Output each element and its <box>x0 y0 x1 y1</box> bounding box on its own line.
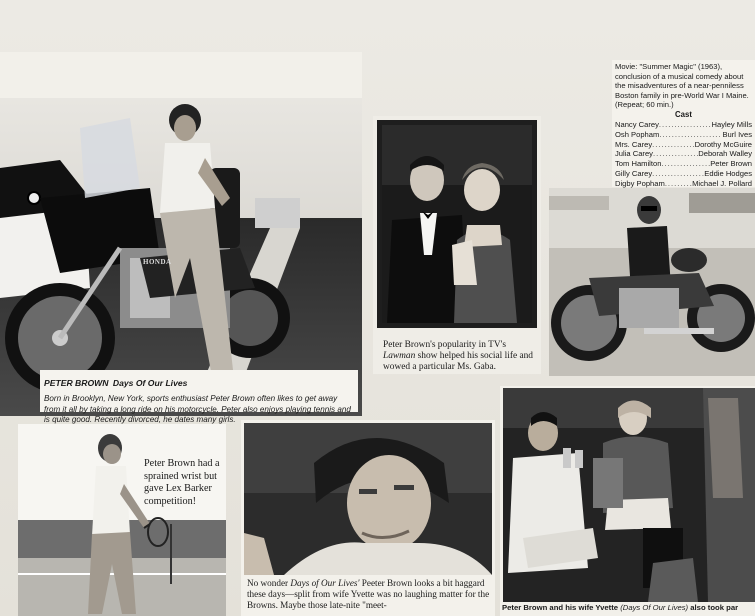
lawman-photo <box>377 120 537 328</box>
cast-list <box>612 120 755 198</box>
party-caption-post: also took par <box>688 603 739 612</box>
tennis-clipping <box>18 424 226 616</box>
cast-row: Digby Popham ..... Michael J. Pollard <box>615 179 752 189</box>
tennis-photo <box>18 424 226 616</box>
lawman-clipping <box>373 116 541 374</box>
party-caption-show: (Days Of Our Lives) <box>620 603 689 612</box>
cast-row: Nancy Carey ..... Hayley Mills <box>615 120 752 130</box>
movie-listing-clipping <box>612 60 755 187</box>
lawman-caption <box>383 340 535 374</box>
lawman-caption-post: show helped his social life and wowed a particular Ms. Gaba. <box>383 351 533 373</box>
party-photo <box>503 388 755 602</box>
caption-show: Days Of Our Lives <box>112 378 188 388</box>
cast-heading: Cast <box>675 109 692 119</box>
motorcycle-photo-right <box>549 188 755 376</box>
closeup-caption-pre: No wonder <box>247 578 291 588</box>
lawman-caption-pre: Peter Brown's popularity in TV's <box>383 340 506 350</box>
closeup-caption-post: Peeter Brown looks a bit haggard these days—split from wife Yvette was no laughing matter for the Browns. Maybe those late-nite "meet- <box>247 578 490 610</box>
motorcycle-caption <box>40 370 358 424</box>
caption-name: PETER BROWN <box>44 378 109 388</box>
cast-row: Julia Carey ..... Deborah Walley <box>615 149 752 159</box>
motorcycle-photo <box>0 98 362 416</box>
cast-row: Mrs. Carey ..... Dorothy McGuire <box>615 140 752 150</box>
party-caption <box>502 603 755 612</box>
party-clipping <box>500 386 755 616</box>
party-caption-pre: Peter Brown and his wife Yvette <box>502 603 621 612</box>
closeup-caption-show: Days of Our Lives' <box>290 578 360 588</box>
cast-row: Gilly Carey ..... Eddie Hodges <box>615 169 752 179</box>
tennis-caption: Peter Brown had a sprained wrist but gave Lex Barker competition! <box>144 458 220 507</box>
lawman-caption-show: Lawman <box>383 351 416 362</box>
cast-row: Osh Popham ..... Burl Ives <box>615 130 752 140</box>
cast-row: Tom Hamilton ..... Peter Brown <box>615 159 752 169</box>
closeup-photo <box>244 423 492 575</box>
movie-description: Movie: "Summer Magic" (1963), conclusion of a musical comedy about the misadventures of a near-penniless Boston family in pre-World War I Maine. (Repeat; 60 min.) <box>615 62 749 110</box>
closeup-caption <box>247 578 491 611</box>
closeup-clipping <box>241 420 495 616</box>
caption-body: Born in Brooklyn, New York, sports enthusiast Peter Brown often likes to get away from it all by taking a long ride on his motorcycle. Peter also enjoys playing tennis and is quite good. Recently divorced, he dates many girls. <box>44 394 351 424</box>
caption-title <box>44 373 354 391</box>
motorcycle-clipping <box>0 52 362 412</box>
honda-tank-lettering: HONDA <box>143 258 172 266</box>
